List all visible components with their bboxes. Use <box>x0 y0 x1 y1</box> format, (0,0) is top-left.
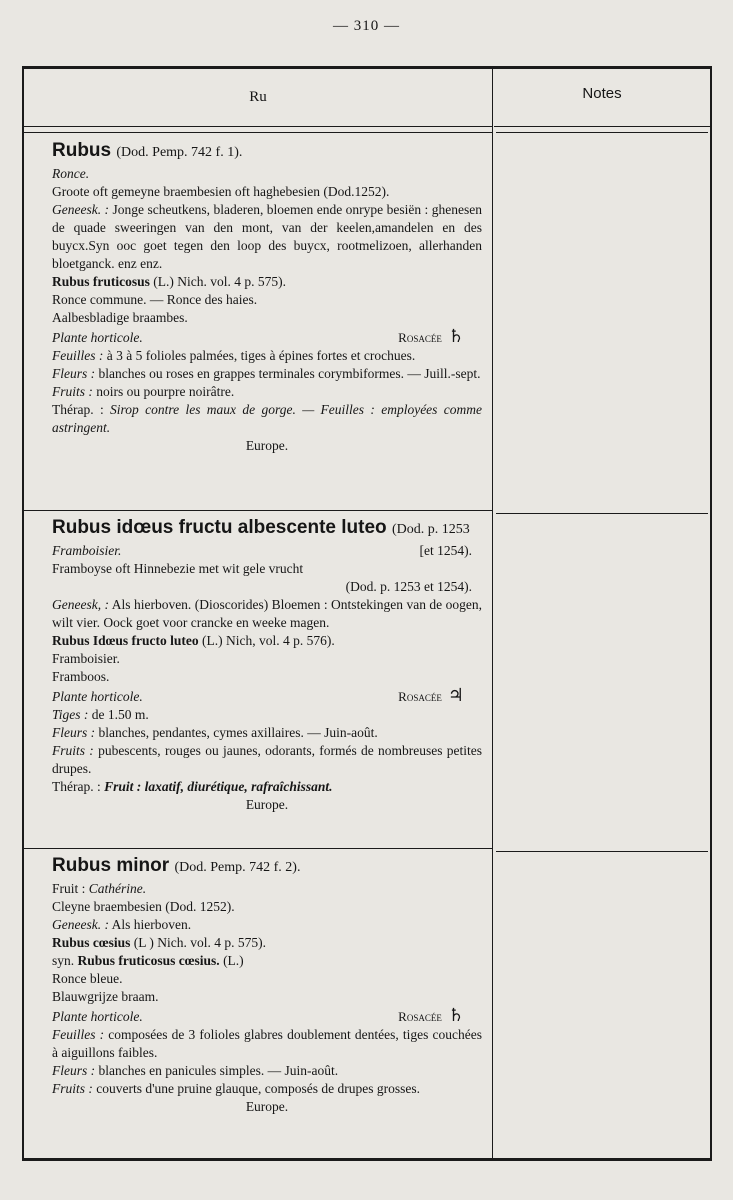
notes-rule <box>496 851 708 852</box>
flowers-text: Fleurs : blanches ou roses en grappes terminales corymbiformes. — Juill.-sept. <box>52 366 481 381</box>
page-number: — 310 — <box>333 18 400 34</box>
synonym: syn. Rubus fruticosus cœsius. (L.) <box>52 953 244 968</box>
latin-name: Rubus Idœus fructo luteo (L.) Nich, vol. 4 p. 576). <box>52 633 335 648</box>
flowers-text: Fleurs : blanches en panicules simples. — Juin-août. <box>52 1063 339 1078</box>
column-divider <box>492 69 493 1158</box>
dutch-common-name: Blauwgrijze braam. <box>52 989 159 1004</box>
section-rule <box>24 848 492 849</box>
column-header-left: Ru <box>24 69 492 127</box>
french-common-name: Framboisier. <box>52 651 120 666</box>
latin-name: Rubus fruticosus (L.) Nich. vol. 4 p. 575). <box>52 274 287 289</box>
entry-title: Rubus (Dod. Pemp. 742 f. 1). <box>52 140 243 161</box>
french-name: Framboisier. [et 1254). <box>52 543 472 558</box>
section-rule <box>24 510 492 511</box>
fruits-text: Fruits : pubescents, rouges ou jaunes, odorants, formés de nombreuses petites drupes. <box>52 743 482 776</box>
therapy-text: Thérap. : Fruit : laxatif, diurétique, rafraîchissant. <box>52 779 333 794</box>
plant-type-row: Plante horticole. Rosacée ♄ <box>52 1005 464 1025</box>
column-header-notes: Notes <box>494 69 710 127</box>
french-common-name: Ronce commune. — Ronce des haies. <box>52 292 258 307</box>
stems-text: Tiges : de 1.50 m. <box>52 707 149 722</box>
region-text: Europe. <box>245 1099 289 1114</box>
region-text: Europe. <box>245 797 289 812</box>
leaves-text: Feuilles : composées de 3 folioles glabres doublement dentées, tiges couchées à aiguillons faibles. <box>52 1027 482 1060</box>
saturn-symbol-icon: ♄ <box>447 1005 464 1025</box>
table-frame <box>22 66 712 1161</box>
entry-title: Rubus minor (Dod. Pemp. 742 f. 2). <box>52 855 301 876</box>
latin-name: Rubus cœsius (L ) Nich. vol. 4 p. 575). <box>52 935 267 950</box>
reference-text: (Dod. p. 1253 et 1254). <box>345 579 472 594</box>
section-rule <box>24 132 492 133</box>
fruits-text: Fruits : couverts d'une pruine glauque, composés de drupes grosses. <box>52 1081 420 1096</box>
dutch-name: Framboyse oft Hinnebezie met wit gele vrucht <box>52 561 304 576</box>
dutch-common-name: Framboos. <box>52 669 110 684</box>
notes-rule <box>496 513 708 514</box>
fruit-name: Fruit : Cathérine. <box>52 881 147 896</box>
french-common-name: Ronce bleue. <box>52 971 123 986</box>
entry-title: Rubus idœus fructu albescente luteo (Dod. p. 1253 <box>52 517 470 538</box>
plant-type-row: Plante horticole. Rosacée ♃ <box>52 685 464 705</box>
medicinal-text: Geneesk, : Als hierboven. (Dioscorides) Bloemen : Ontstekingen van de oogen, wilt vier. Oock goet voor crancke en weeke magen. <box>52 597 482 630</box>
notes-rule <box>496 132 708 133</box>
entry-rubus-idaeus <box>52 516 482 814</box>
french-name: Ronce. <box>52 166 90 181</box>
plant-type-row: Plante horticole. Rosacée ♄ <box>52 326 464 346</box>
region-text: Europe. <box>245 438 289 453</box>
flowers-text: Fleurs : blanches, pendantes, cymes axillaires. — Juin-août. <box>52 725 378 740</box>
leaves-text: Feuilles : à 3 à 5 folioles palmées, tiges à épines fortes et crochues. <box>52 348 416 363</box>
jupiter-symbol-icon: ♃ <box>447 685 464 705</box>
medicinal-text: Geneesk. : Jonge scheutkens, bladeren, bloemen ende onrype besiën : ghenesen de quade sweeringen van den mont, van der keelen,amandelen en des buycx.Syn ooc goet tegen den loop des buycx, rootmelizoen, allerhanden bloetganck. enz enz. <box>52 202 482 271</box>
dutch-common-name: Aalbesbladige braambes. <box>52 310 188 325</box>
dutch-name: Cleyne braembesien (Dod. 1252). <box>52 899 235 914</box>
dutch-name: Groote oft gemeyne braembesien oft haghebesien (Dod.1252). <box>52 184 390 199</box>
saturn-symbol-icon: ♄ <box>447 326 464 346</box>
therapy-text: Thérap. : Sirop contre les maux de gorge. — Feuilles : employées comme astringent. <box>52 402 483 435</box>
medicinal-text: Geneesk. : Als hierboven. <box>52 917 192 932</box>
entry-rubus <box>52 139 482 455</box>
fruits-text: Fruits : noirs ou pourpre noirâtre. <box>52 384 235 399</box>
entry-rubus-minor <box>52 854 482 1116</box>
